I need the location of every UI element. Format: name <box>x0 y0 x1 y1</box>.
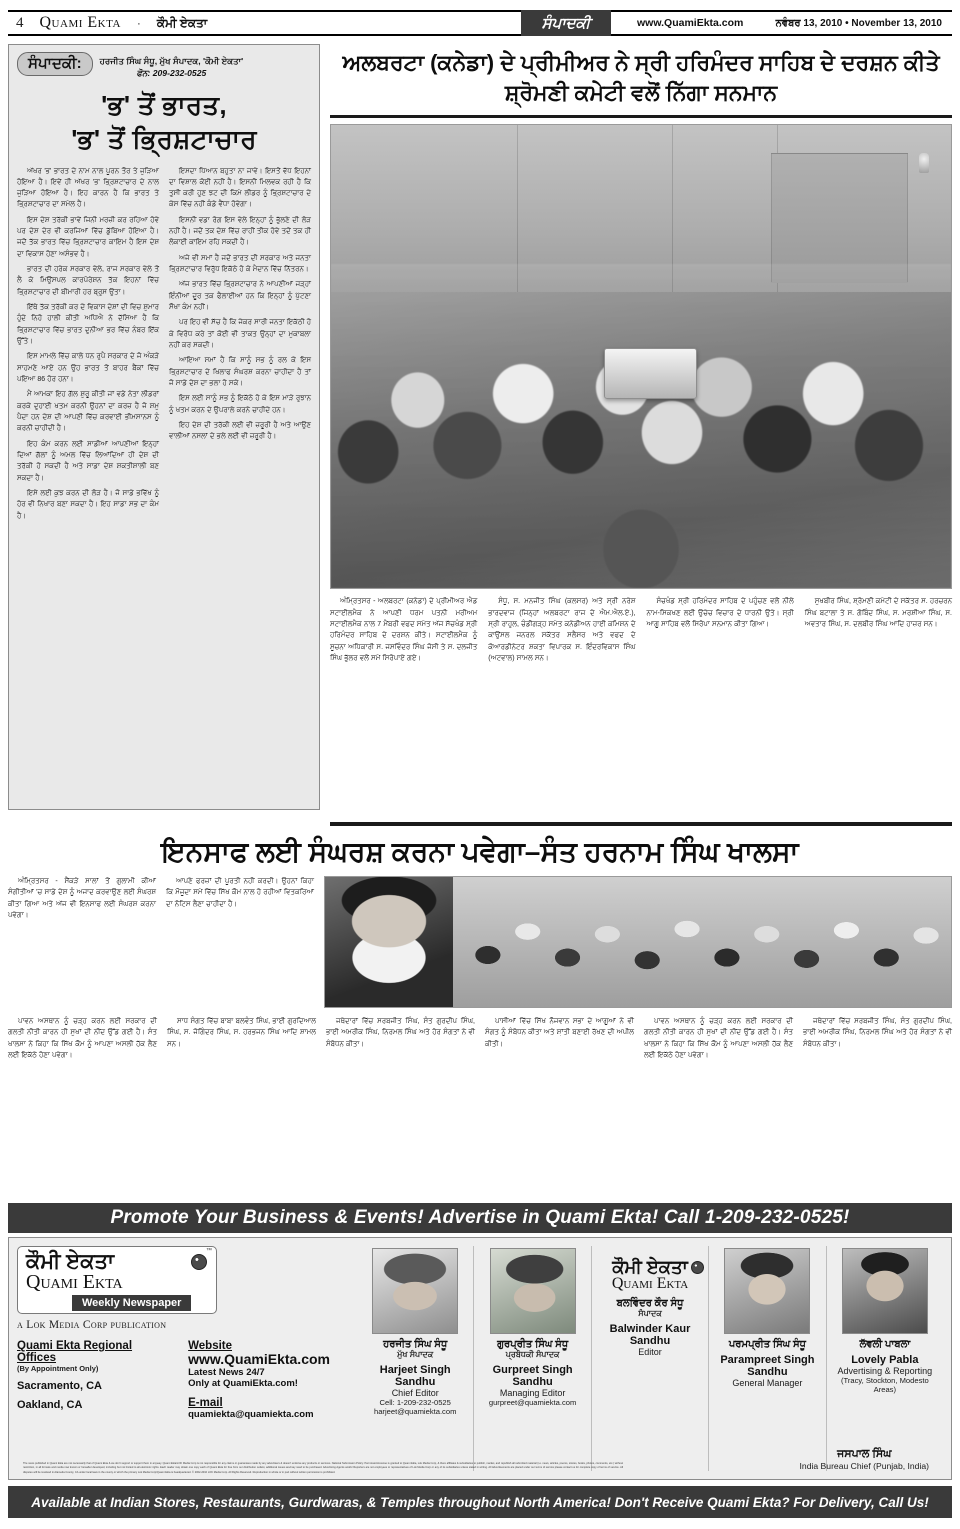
logo-text-punjabi: ਕੌਮੀ ਏਕਤਾ <box>26 1250 115 1273</box>
editorial-header <box>17 52 311 80</box>
staff-name-punjabi: ਗੁਰਪ੍ਰੀਤ ਸਿੰਘ ਸੰਧੂ <box>497 1339 569 1350</box>
article2-bottom-column-6 <box>803 1016 952 1065</box>
article2-text: ਆਪਣੇ ਫਰਜ਼ਾਂ ਦੀ ਪੂਰਤੀ ਨਹੀਂ ਕਰਦੀ। ਉਹਨਾਂ ਕਿਹਾ ਕਿ ਮੌਜੂਦਾ ਸਮੇਂ ਵਿੱਚ ਸਿੱਖ ਕੌਮ ਨਾਲ ਹੋ ਰਹੀਆਂ ਵਿਤਕਰਿਆਂ ਦਾ ਨੋਟਿਸ ਲੈਣਾ ਚਾਹੀਦਾ ਹੈ। <box>166 878 314 908</box>
masthead-logo <box>17 1246 217 1314</box>
caption-column-3 <box>647 596 794 668</box>
editorial-title <box>17 89 311 157</box>
editorial-paragraph: ਅਜੇ ਵੀ ਸਮਾਂ ਹੈ ਜਦੋਂ ਭਾਰਤ ਦੀ ਸਰਕਾਰ ਅਤੇ ਜਨਤਾ ਭ੍ਰਿਸ਼ਟਾਚਾਰ ਵਿਰੁੱਧ ਇਕੱਠੇ ਹੋ ਕੇ ਮੈਦਾਨ ਵਿੱਚ ਨਿੱਤਰਨ। <box>169 254 311 274</box>
editorial-box <box>8 44 320 810</box>
trademark-symbol: ™ <box>206 1248 212 1254</box>
article2-text: ਪਾਵਨ ਅਸਥਾਨ ਨੂੰ ਚੜ੍ਹ ਕਰਨ ਲਈ ਸਰਕਾਰ ਦੀ ਗਲਤੀ ਨੀਤੀ ਕਾਰਨ ਹੀ ਸੁਖਾਂ ਦੀ ਨੀਂਦ ਉੱਡ ਗਈ ਹੈ। ਸੰਤ ਖਾਲਸਾ ਨੇ ਕਿਹਾ ਕਿ ਸਿੱਖ ਕੌਮ ਨੂੰ ਆਪਣਾ ਅਸਲੀ ਹੱਕ ਲੈਣ ਲਈ ਇਕੱਠੇ ਹੋਣਾ ਪਵੇਗਾ। <box>8 1018 157 1059</box>
footer-ad <box>8 1237 952 1480</box>
article1-caption <box>330 596 952 668</box>
caption-text: ਸੰਚਖੰਡ ਸ੍ਰੀ ਹਰਿਮੰਦਰ ਸਾਹਿਬ ਦੇ ਪਹੁੰਚਣ ਵਲੋਂ ਨੀਲੇ ਨਾਮ-ਸਿਕਖਣ ਲਈ ਉਚੇਚ ਵਿਚਾਰ ਦੇ ਧਾਰਨੀ ਉਤੇ। ਸ੍ਰੀ ਆਗੂ ਸਾਹਿਬ ਵਲੋਂ ਸਿਰੋਪਾ ਸਨਮਾਨ ਕੀਤਾ ਗਿਆ। <box>646 598 794 629</box>
staff-role-punjabi: ਪ੍ਰਬੰਧਕੀ ਸੰਪਾਦਕ <box>505 1350 560 1359</box>
footer-web-block <box>188 1340 351 1420</box>
article2-text: ਜਥੇਦਾਰਾਂ ਵਿੱਚ ਸਰਬਜੀਤ ਸਿੰਘ, ਸੰਤ ਗੁਰਦੀਪ ਸਿੰਘ, ਭਾਈ ਅਮਰੀਕ ਸਿੰਘ, ਨਿਰਮਲ ਸਿੰਘ ਅਤੇ ਹੋਰ ਸੰਗਤਾਂ ਨੇ ਵੀ ਸੰਬੋਧਨ ਕੀਤਾ। <box>803 1018 952 1048</box>
editorial-paragraph: ਅੱਖਰ 'ਭ' ਭਾਰਤ ਦੇ ਨਾਮ ਨਾਲ ਪੂਰਨ ਤੌਰ ਤੇ ਜੁੜਿਆ ਹੋਇਆ ਹੈ। ਇਵੇਂ ਹੀ ਅੱਖਰ 'ਭ' ਭ੍ਰਿਸ਼ਟਾਚਾਰ ਦੇ ਨਾਲ ਜੁੜਿਆ ਹੋਇਆ ਹੈ। ਇਹ ਕਾਰਨ ਹੈ ਕਿ ਭਾਰਤ ਤੇ ਭ੍ਰਿਸ਼ਟਾਚਾਰ ਦਾ ਸਮੇਲ ਹੈ। <box>17 167 159 209</box>
editorial-paragraph: ਇਸੇ ਲਈ ਕੁਝ ਕਰਨ ਦੀ ਲੋੜ ਹੈ। ਜੋ ਸਾਡੇ ਭਵਿੱਖ ਨੂੰ ਹੋਰ ਵੀ ਨਿਖਾਰ ਬਣਾ ਸਕਦਾ ਹੈ। ਇਹ ਸਾਡਾ ਸਭ ਦਾ ਕੰਮ ਹੈ। <box>17 490 159 520</box>
email-address[interactable]: quamiekta@quamiekta.com <box>188 1409 314 1421</box>
footer-contact-columns <box>17 1340 351 1420</box>
staff-name-english: Gurpreet Singh Sandhu <box>492 1364 573 1388</box>
offices-subtitle: (By Appointment Only) <box>17 1364 99 1374</box>
footer-ad-left <box>17 1246 357 1471</box>
bureau-chief-name-punjabi: ਜਸਪਾਲ ਸਿੰਘ <box>837 1448 892 1460</box>
editorial-paragraph: ਮੈਂ ਆਮਕਾ ਇਹ ਗੱਲ ਸ਼ੁਰੂ ਕੀਤੀ ਜਾਂ ਵਡੇ ਨੇਤਾ ਲੀਡਰਾਂ ਕਰਕੇ ਦੁਹਾਈ ਖਤਮ ਕਰਨੀ ਉਹਨਾਂ ਦਾ ਕਰਜ਼ ਹੈ ਜੋ ਸ਼ਮੁ ਪੈਦਾ ਹਨ ਦੇਸ਼ ਦੀ ਆਪਣੀ ਵਿੱਚ ਕਰਵਾਈ ਭੀਮਸਾਨਸ ਨੂੰ ਕਰਨੀ ਚਾਹੀਦੀ ਹੈ। <box>17 391 159 433</box>
caption-column-4 <box>805 596 952 668</box>
editorial-paragraph: ਅੱਜ ਭਾਰਤ ਵਿੱਚ ਭ੍ਰਿਸ਼ਟਾਚਾਰ ਨੇ ਆਪਣੀਆਂ ਜੜ੍ਹਾਂ ਇੰਨੀਆਂ ਦੂਰ ਤਕ ਫੈਲਾਈਆਂ ਹਨ ਕਿ ਇਨ੍ਹਾਂ ਨੂੰ ਪੁੱਟਣਾ ਸੌਖਾ ਕੰਮ ਨਹੀਂ। <box>169 281 311 312</box>
article2-text: ਅੰਮ੍ਰਿਤਸਰ - ਸੈਂਕੜੇ ਸਾਲਾਂ ਤੋਂ ਗੁਲਾਮੀ ਕੀਆਂ ਸੰਗੀਤੀਆਂ 'ਚ ਸਾਡੇ ਦੇਸ਼ ਨੂੰ ਅਜਾਦ ਕਰਵਾਉਣ ਲਈ ਸੰਘਰਸ਼ ਕੀਤਾ ਗਿਆ ਅਤੇ ਅੱਜ ਵੀ ਇਨਸਾਫ ਲਈ ਸੰਘਰਸ਼ ਕਰਨਾ ਪਵੇਗਾ। <box>8 878 156 919</box>
staff-role-punjabi: ਸੰਪਾਦਕ <box>638 1308 662 1318</box>
article2-bottom-column-3 <box>326 1016 475 1065</box>
article1-photo <box>330 124 952 589</box>
masthead <box>8 10 952 36</box>
avatar <box>724 1248 810 1334</box>
staff-name-punjabi: ਹਰਜੀਤ ਸਿੰਘ ਸੰਧੂ <box>383 1339 448 1350</box>
article2-photo <box>324 876 952 1008</box>
editorial-phone: ਫੋਨ: 209-232-0525 <box>136 68 207 79</box>
email-heading: E-mail <box>188 1397 223 1410</box>
avatar <box>372 1248 458 1334</box>
editorial-column-2 <box>169 166 311 527</box>
avatar <box>490 1248 576 1334</box>
staff-card <box>473 1246 590 1471</box>
article2-column-2 <box>166 876 314 1008</box>
article2-top-rule <box>330 822 952 826</box>
staff-coverage-area: (Tracy, Stockton, Modesto Areas) <box>840 1376 929 1394</box>
caption-text: ਸੁਖਬੀਰ ਸਿੰਘ, ਸ਼੍ਰੋਮਣੀ ਕਮੇਟੀ ਦੇ ਸਕੱਤਰ ਸ. ਹਰਚਰਨ ਸਿੰਘ ਬਟਾਲਾ ਤੇ ਸ. ਗੋਬਿੰਦ ਸਿੰਘ, ਸ. ਮਰਸ਼ੀਆ ਸਿੰਘ, ਸ. ਅਵਤਾਰ ਸਿੰਘ, ਸ. ਦਲਬੀਰ ਸਿੰਘ ਆਦਿ ਹਾਜ਼ਰ ਸਨ। <box>804 598 952 629</box>
staff-name-english: Lovely Pabla <box>851 1354 919 1366</box>
staff-role-english: Advertising & Reporting <box>837 1366 933 1376</box>
page-number: 4 <box>16 14 24 31</box>
footer-center-logo <box>591 1246 708 1471</box>
article2-bottom-column-5 <box>644 1016 793 1065</box>
staff-role-english: Editor <box>638 1346 662 1357</box>
caption-column-2 <box>488 596 635 668</box>
photo-speaker-portrait <box>325 877 453 1007</box>
photo-award-tray <box>604 348 697 399</box>
editorial-title-line1: 'ਭ' ਤੋਂ ਭਾਰਤ, <box>101 89 227 120</box>
logo-text-english: Quami Ekta <box>26 1271 123 1294</box>
photo-lamp <box>919 153 929 173</box>
editorial-paragraph: ਇਸ ਮਾਮਲੇ ਵਿੱਚ ਕਾਲੇ ਧਨ ਰੁਪੈ ਸਰਕਾਰ ਦੇ ਜੋ ਅੰਕੜੇ ਸਾਹਮਣੇ ਆਏ ਹਨ ਉਹ ਭਾਰਤ ਤੋਂ ਬਾਹਰ ਬੈਂਕਾਂ ਵਿੱਚ ਪਇਆ 86 ਹੋਰ ਹਨਾ। <box>17 353 159 384</box>
staff-card <box>357 1246 473 1471</box>
article2-headline: ਇਨਸਾਫ ਲਈ ਸੰਘਰਸ਼ ਕਰਨਾ ਪਵੇਗਾ–ਸੰਤ ਹਰਨਾਮ ਸਿੰਘ ਖਾਲਸਾ <box>161 836 799 867</box>
globe-icon <box>191 1254 207 1270</box>
editorial-paragraph: ਇਹ ਦੇਸ਼ ਦੀ ਤਰੱਕੀ ਲਈ ਵੀ ਜ਼ਰੂਰੀ ਹੈ ਅਤੇ ਆਉਣ ਵਾਲੀਆਂ ਨਸਲਾਂ ਦੇ ਭਲੇ ਲਈ ਵੀ ਜ਼ਰੂਰੀ ਹੈ। <box>169 422 311 441</box>
editorial-title-line2: 'ਭ' ਤੋਂ ਭ੍ਰਿਸ਼ਟਾਚਾਰ <box>71 123 257 154</box>
editorial-paragraph: ਇਸਦਾ ਧਿਆਨ ਬਹੁਤਾ ਨਾ ਜਾਵੇ। ਇਸਤੋਂ ਵੱਧ ਇਹਨਾਂ ਦਾ ਵਿਸ਼ਾਲ ਕੋਈ ਨਹੀਂ ਹੈ। ਇਸਨੀਂ ਮਿਲਵਕ ਰਹੀ ਹੈ ਕਿ ਤੁਸੀਂ ਕਰੀ ਹੁਣ ਝਟ ਦੀ ਕਿਮੇ ਲੀਡਰ ਨੂੰ ਭ੍ਰਿਸ਼ਟਾਚਾਰ ਦੇ ਕੇਸ ਵਿੱਚ ਨਹੀਂ ਕੰਡੇ ਵੈਂਧਾ ਹੋਵੇਗਾ। <box>169 167 311 209</box>
staff-list <box>357 1246 943 1471</box>
office-location-1: Sacramento, CA <box>17 1380 102 1393</box>
caption-text: ਸੰਧੂ, ਸ. ਮਨਜੀਤ ਸਿੰਘ (ਕਲਸਰ) ਅਤੇ ਸ੍ਰੀ ਨਰੇਸ਼ ਭਾਰਦਵਾਜ (ਜਿਨ੍ਹਾਂ ਅਲਬਰਟਾ ਰਾਜ ਦੇ ਐਮ.ਐਲ.ਏ.), ਸ੍ਰੀ ਰਾਹੁਲ, ਚੰਡੀਗੜ੍ਹ ਸਮੇਤ ਕਨੇਡੀਅਨ ਹਾਈ ਕਮਿਸ਼ਨ ਦੇ ਕਾਉਂਸਲ ਜਨਰਲ ਸਕੱਤਰ ਸਲੈਸਰ ਅਤੇ ਵਫਦ ਦੇ ਕੋਆਰਡੀਨੇਟਰ ਸ਼ਕਤਾ ਵਿਪਾਰਕ ਸ. ਇੰਦਰਵਿਕਾਸ ਸਿੰਘ (ਅਟਵਾਲ) ਸਾਮਲ ਸਨ। <box>488 598 636 663</box>
staff-role-english: Managing Editor <box>499 1388 566 1398</box>
logo-wrapper <box>612 1258 688 1293</box>
article2-bottom-row <box>8 1016 952 1065</box>
offices-heading: Quami Ekta Regional Offices <box>17 1340 133 1365</box>
weekly-newspaper-badge: Weekly Newspaper <box>72 1295 191 1311</box>
article2-text: ਜਥੇਦਾਰਾਂ ਵਿੱਚ ਸਰਬਜੀਤ ਸਿੰਘ, ਸੰਤ ਗੁਰਦੀਪ ਸਿੰਘ, ਭਾਈ ਅਮਰੀਕ ਸਿੰਘ, ਨਿਰਮਲ ਸਿੰਘ ਅਤੇ ਹੋਰ ਸੰਗਤਾਂ ਨੇ ਵੀ ਸੰਬੋਧਨ ਕੀਤਾ। <box>326 1018 475 1048</box>
photo-audience-crowd <box>453 877 951 1007</box>
staff-name-punjabi: ਬਲਵਿੰਦਰ ਕੌਰ ਸੰਧੂ <box>616 1297 684 1309</box>
editorial-paragraph: ਇਸ ਦੇਸ਼ ਤਰੱਕੀ ਭਾਵੇਂ ਜਿਨੀ ਮਰਜ਼ੀ ਕਰ ਰਹਿਆ ਹੋਵੇ ਪਰ ਦੇਸ਼ ਦੇਰ ਵੀ ਕਰਜਿਆਂ ਵਿੱਚ ਡੁੱਬਿਆ ਹੋਇਆ ਹੈ। ਜਦੋਂ ਤੱਕ ਭਾਰਤ ਵਿੱਚ ਭ੍ਰਿਸ਼ਟਾਚਾਰ ਕਾਇਮ ਹੈ ਇਸ ਦੇਸ਼ ਦਾ ਵਿਕਾਸ ਹੋਣਾ ਅਸੰਭਵ ਹੈ। <box>17 216 159 258</box>
editorial-paragraph: ਇਸ ਲਈ ਸਾਨੂੰ ਸਭ ਨੂੰ ਇਕੱਠੇ ਹੋ ਕੇ ਇਸ ਮਾੜੇ ਰੁਝਾਨ ਨੂੰ ਖਤਮ ਕਰਨ ਦੇ ਉਪਰਾਲੇ ਕਰਨੇ ਚਾਹੀਦੇ ਹਨ। <box>169 395 311 414</box>
publication-line: a Lok Media Corp publication <box>17 1319 167 1332</box>
masthead-title-en: Quami Ekta <box>39 14 121 31</box>
logo-text-english: Quami Ekta <box>611 1274 689 1292</box>
logo-text-punjabi: ਕੌਮੀ ਏਕਤਾ <box>612 1257 688 1277</box>
bottom-banner[interactable] <box>8 1486 952 1518</box>
website-line-3: Only at QuamiEkta.com! <box>188 1378 298 1390</box>
editorial-paragraph: ਭਾਰਤ ਦੀ ਹਰੇਕ ਸਰਕਾਰ ਵੇਲੇ, ਰਾਜ ਸਰਕਾਰ ਵੇਲੇ ਤੋਂ ਲੈ ਕੇ ਮਿਉਂਸਪਲ ਕਾਰਪੋਰੇਸ਼ਨ ਤੱਕ ਇਹਨਾਂ ਵਿੱਚ ਭ੍ਰਿਸ਼ਟਾਚਾਰ ਦੀ ਬੀਮਾਰੀ ਹਰ ਬ੍ਰੁਸ ਉਤਾ। <box>17 266 159 296</box>
caption-text: ਅੰਮ੍ਰਿਤਸਰ - ਅਲਬਰਟਾ (ਕਨੇਡਾ) ਦੇ ਪ੍ਰੀਮੀਅਰ ਐਡ ਸਟਾਈਲਮੈਕ ਨੇ ਆਪਣੀ ਧਰਮ ਪਤਨੀ ਮਰੀਅਮ ਸਟਾਈਲਮੈਕ ਨਾਲ 7 ਮੈਂਬਰੀ ਵਫਦ ਸਮੇਤ ਅੱਜ ਸੱਚਖੰਡ ਸ੍ਰੀ ਹਰਿਮੰਦਰ ਸਾਹਿਬ ਦੇ ਦਰਸ਼ਨ ਕੀਤੇ। ਸਟਾਈਲਮੈਕ ਨੂੰ ਸੂਚਨਾ ਅਧਿਕਾਰੀ ਸ. ਜਸਵਿੰਦਰ ਸਿੰਘ ਜੋਸੀ ਤੇ ਸ. ਦਲਜੀਤ ਸਿੰਘ ਭੁੱਲਰ ਵਲੋਂ ਸਮੇਂ ਸਿਰੋਪਾਏ ਗਏ। <box>330 598 478 663</box>
masthead-right <box>611 10 952 36</box>
staff-role-english: Chief Editor <box>391 1388 439 1398</box>
masthead-title-pa: ਕੌਮੀ ਏਕਤਾ <box>156 15 208 30</box>
photo-crowd <box>331 264 951 588</box>
globe-icon <box>691 1261 704 1274</box>
caption-column-1 <box>330 596 477 668</box>
website-heading: Website <box>188 1340 233 1353</box>
staff-role-english: General Manager <box>732 1378 803 1388</box>
article2-text: ਪਾਵਨ ਅਸਥਾਨ ਨੂੰ ਚੜ੍ਹ ਕਰਨ ਲਈ ਸਰਕਾਰ ਦੀ ਗਲਤੀ ਨੀਤੀ ਕਾਰਨ ਹੀ ਸੁਖਾਂ ਦੀ ਨੀਂਦ ਉੱਡ ਗਈ ਹੈ। ਸੰਤ ਖਾਲਸਾ ਨੇ ਕਿਹਾ ਕਿ ਸਿੱਖ ਕੌਮ ਨੂੰ ਆਪਣਾ ਅਸਲੀ ਹੱਕ ਲੈਣ ਲਈ ਇਕੱਠੇ ਹੋਣਾ ਪਵੇਗਾ। <box>644 1018 793 1059</box>
section-label: ਸੰਪਾਦਕੀ <box>541 14 591 32</box>
avatar <box>842 1248 928 1334</box>
article2-bottom-column-2 <box>167 1016 316 1065</box>
article2-top-row <box>8 876 952 1008</box>
staff-name-punjabi: ਪਰਮਪ੍ਰੀਤ ਸਿੰਘ ਸੰਧੂ <box>728 1339 806 1350</box>
legal-disclaimer: The news published in Quami Ekta are not necessarily that of Quami Ekta & we don't support or support them in anyway. Quami Ekta/LOK Media Corp is not responsible for any claims or guarantees made by any advertisers & doesn't endorse any products or services. National Submission Policy: Permission/License is granted to Quami Ekta, Lok Media Corp, & there affiliates & subsidiaries to publish, market, and republish all submitted material (i.e. news, articles, poems, stories, books, photos, comments, etc.) without restriction, in all formats and media now known or hereafter developed, including but not limited to all electronic rights. Each reader may obtain one copy each of Quami Ekta for free from our distribution outlets; additional issues are/may need to be purchased. Advertising Agents and/or Reporters are not employees or representatives of Lok Media Corp or any of its subsidiaries unless stated in writing. All Advertisements are placed under our terms of service please contact us for complete copy of terms of service. All disputes will be resolved in Alameda County, CA under local laws in the county or which the primary Lok Media Corp/Quami Ekta is headquartered. © 2002-2010 LOK Media Corp. All Rights Reserved. Reproduction in whole or in part without written permission is prohibited. <box>23 1461 623 1474</box>
staff-role-punjabi: ਮੁੱਖ ਸੰਪਾਦਕ <box>397 1350 434 1359</box>
bottom-banner-text: Available at Indian Stores, Restaurants, Gurdwaras, & Temples throughout North America! Don't Receive Quami Ekta? For Delivery, Call Us! <box>31 1494 929 1510</box>
staff-card <box>826 1246 943 1471</box>
bureau-chief-role: India Bureau Chief (Punjab, India) <box>799 1461 929 1471</box>
promo-banner-text: Promote Your Business & Events! Advertise in Quami Ekta! Call 1-209-232-0525! <box>110 1207 850 1228</box>
editorial-paragraph: ਇਹ ਕੰਮ ਕਰਨ ਲਈ ਸਾਡੀਆਂ ਆਪਣੀਆਂ ਇਨ੍ਹਾਂ ਦਿਆਂ ਗੱਲਾਂ ਨੂੰ ਅਮਲ ਵਿੱਚ ਲਿਆਂਦਿਆਂ ਹੀ ਦੇਸ਼ ਦੀ ਤਰੱਕੀ ਹੋ ਸਕਦੀ ਹੈ ਅਤੇ ਸਾਡਾ ਦੇਸ਼ ਸ਼ਕਤੀਸ਼ਾਲੀ ਬਣ ਸਕਦਾ ਹੈ। <box>17 440 159 482</box>
editorial-paragraph: ਆਇਆ ਸਮਾਂ ਹੈ ਕਿ ਸਾਨੂੰ ਸਭ ਨੂੰ ਰਲ ਕੇ ਇਸ ਭ੍ਰਿਸ਼ਟਾਚਾਰ ਦੇ ਖਿਲਾਫ ਸੰਘਰਸ਼ ਕਰਨਾ ਚਾਹੀਦਾ ਹੈ ਤਾਂ ਜੋ ਸਾਡੇ ਦੇਸ਼ ਦਾ ਭਲਾ ਹੋ ਸਕੇ। <box>169 357 311 388</box>
staff-email[interactable]: gurpreet@quamiekta.com <box>488 1398 577 1407</box>
article-top-right <box>330 44 952 668</box>
staff-name-english: Parampreet Singh Sandhu <box>720 1354 815 1378</box>
editorial-byline-block <box>100 52 244 80</box>
editorial-byline: ਹਰਜੀਤ ਸਿੰਘ ਸੰਧੂ, ਮੁੱਖ ਸੰਪਾਦਕ, 'ਕੌਮੀ ਏਕਤਾ' <box>99 56 244 66</box>
masthead-date: ਨਵੰਬਰ 13, 2010 • November 13, 2010 <box>775 17 942 29</box>
staff-name-english: Balwinder Kaur Sandhu <box>609 1322 691 1347</box>
office-location-2: Oakland, CA <box>17 1399 83 1412</box>
footer-offices-block <box>17 1340 172 1420</box>
staff-name-english: Harjeet Singh Sandhu <box>379 1364 451 1388</box>
headline-rule <box>330 115 952 118</box>
article2-text: ਸਾਧ ਸੰਗਤ ਵਿੱਚ ਬਾਬਾ ਬਲਵੰਤ ਸਿੰਘ, ਭਾਈ ਗੁਰਦਿਆਲ ਸਿੰਘ, ਸ. ਜੋਗਿੰਦਰ ਸਿੰਘ, ਸ. ਹਰਭਜਨ ਸਿੰਘ ਆਦਿ ਸ਼ਾਮਲ ਸਨ। <box>167 1018 316 1048</box>
editorial-column-1 <box>17 166 159 527</box>
editorial-paragraph: ਇੱਥੇ ਤੱਕ ਤਰੱਕੀ ਕਰ ਦੇ ਵਿਕਾਸ ਦੇਸ਼ਾਂ ਦੀ ਵਿਚ ਸ਼ੁਮਾਰ ਹੁੰਦੇ ਨਿਹੋ ਹਾਲੀ ਕੀਤੀ ਅਧਿਐ ਨੇ ਦੱਸਿਆ ਹੈ ਕਿ ਭ੍ਰਿਸ਼ਟਾਚਾਰ ਵਿੱਚ ਭਾਰਤ ਦੁਨੀਆ ਭਰ ਵਿੱਚ ਨੰਬਰ ਇੱਕ ਉੱਤੇ। <box>17 304 159 346</box>
bureau-chief-block <box>800 1448 929 1471</box>
staff-phone: Cell: 1-209-232-0525 <box>379 1398 451 1407</box>
article2-text: ਪਾਸੀਆਂ ਵਿੱਚ ਸਿੱਖ ਨੌਜਵਾਨ ਸਭਾ ਦੇ ਆਗੂਆਂ ਨੇ ਵੀ ਸੰਗਤ ਨੂੰ ਸੰਬੋਧਨ ਕੀਤਾ ਅਤੇ ਸ਼਼ਾਂਤੀ ਬਣਾਈ ਰੱਖਣ ਦੀ ਅਪੀਲ ਕੀਤੀ। <box>485 1018 634 1048</box>
website-line-2: Latest News 24/7 <box>188 1367 265 1379</box>
masthead-website[interactable]: www.QuamiEkta.com <box>637 17 744 29</box>
staff-name-punjabi: ਲੱਵਲੀ ਪਾਬਲਾ <box>859 1339 911 1350</box>
article2-bottom-column-4 <box>485 1016 634 1065</box>
masthead-left <box>8 10 521 36</box>
article2-bottom-column-1 <box>8 1016 157 1065</box>
editorial-paragraph: ਪਰ ਇਹ ਵੀ ਸੱਚ ਹੈ ਕਿ ਜੇਕਰ ਸਾਰੀ ਜਨਤਾ ਇਕੱਠੀ ਹੋ ਕੇ ਵਿਰੋਧ ਕਰੇ ਤਾਂ ਕੋਈ ਵੀ ਤਾਕਤ ਉਨ੍ਹਾਂ ਦਾ ਮੁਕਾਬਲਾ ਨਹੀਂ ਕਰ ਸਕਦੀ। <box>169 319 311 350</box>
masthead-separator-dot: · <box>136 16 141 30</box>
staff-email[interactable]: harjeet@quamiekta.com <box>373 1407 457 1416</box>
staff-card <box>708 1246 825 1471</box>
editorial-tag: ਸੰਪਾਦਕੀ: <box>17 52 93 76</box>
section-label-badge <box>521 10 611 36</box>
website-url[interactable]: www.QuamiEkta.com <box>188 1351 330 1368</box>
editorial-paragraph: ਇਸਨੀਂ ਵਡਾ ਰੋਗ ਇਸ ਵੇਲੇ ਇਨ੍ਹਾਂ ਨੂੰ ਭੁੱਲਣੇ ਦੀ ਲੋੜ ਨਹੀਂ ਹੈ। ਜਦੋਂ ਤਕ ਦੇਸ਼ ਵਿੱਚ ਰਾਹੀਂ ਤੀਕ ਹੋਵੇ ਤਦੋਂ ਤਕ ਹੀ ਲੋਕਾਈ ਕਾਇਮ ਰਹਿ ਸਕਦੀ ਹੈ। <box>169 216 311 247</box>
article2-column-1 <box>8 876 156 1008</box>
editorial-columns <box>17 166 311 527</box>
article-bottom <box>8 876 952 1065</box>
promo-banner[interactable] <box>8 1203 952 1233</box>
article1-headline: ਅਲਬਰਟਾ (ਕਨੇਡਾ) ਦੇ ਪ੍ਰੀਮੀਅਰ ਨੇ ਸ੍ਰੀ ਹਰਿਮੰਦਰ ਸਾਹਿਬ ਦੇ ਦਰਸ਼ਨ ਕੀਤੇ ਸ਼੍ਰੋਮਣੀ ਕਮੇਟੀ ਵਲੋਂ ਨਿੱਗਾ ਸਨਮਾਨ <box>342 50 940 105</box>
